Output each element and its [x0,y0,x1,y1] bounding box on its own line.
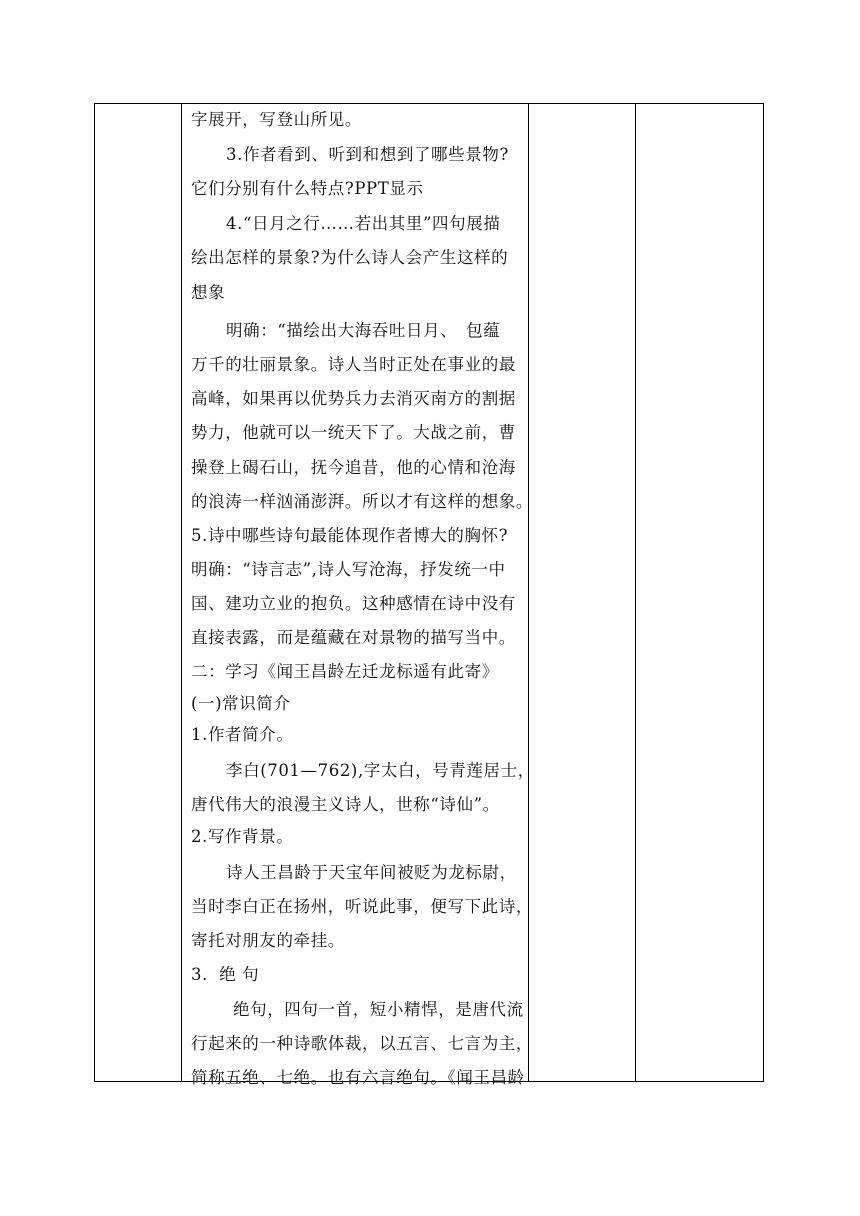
text-line: 绝句，四句一首，短小精悍，是唐代流 [233,1000,524,1019]
text-line: 字展开，写登山所见。 [191,110,362,129]
text-line: 高峰，如果再以优势兵力去消灭南方的割据 [191,389,516,408]
lesson-table [94,103,764,1087]
text-line: 想象 [191,283,226,302]
text-line: 1.作者简介。 [191,725,294,744]
text-line: 势力，他就可以一统天下了。大战之前，曹 [191,423,516,442]
text-line: 的浪涛一样汹涌澎湃。所以才有这样的想象。 [191,492,533,511]
text-line: (一)常识简介 [191,694,291,713]
text-line: 二：学习《闻王昌龄左迁龙标遥有此寄》 [191,662,499,681]
text-line: 当时李白正在扬州，听说此事，便写下此诗， [191,897,533,916]
text-line: 直接表露，而是蕴藏在对景物的描写当中。 [191,628,516,647]
text-line: 万千的壮丽景象。诗人当时正处在事业的最 [191,355,516,374]
text-line: 明确：“诗言志”,诗人写沧海，抒发统一中 [191,560,506,579]
text-line: 它们分别有什么特点?PPT显示 [191,179,424,198]
column-divider [528,104,529,1081]
text-line: 操登上碣石山，抚今追昔，他的心情和沧海 [191,458,516,477]
text-line: 绘出怎样的景象?为什么诗人会产生这样的 [191,248,509,267]
text-line: 简称五绝、七绝。也有六言绝句。《闻王昌龄 [191,1068,525,1087]
text-line: 5.诗中哪些诗句最能体现作者博大的胸怀? [191,526,509,545]
text-line: 4.“日月之行……若出其里”四句展描 [226,214,501,233]
text-line: 诗人王昌龄于天宝年间被贬为龙标尉， [226,863,517,882]
text-line: 寄托对朋友的牵挂。 [191,931,345,950]
text-line: 3.作者看到、听到和想到了哪些景物? [226,145,509,164]
text-line: 3．绝 句 [191,965,260,984]
column-divider [181,104,182,1081]
text-line: 国、建功立业的抱负。这种感情在诗中没有 [191,594,516,613]
text-line: 行起来的一种诗歌体裁，以五言、七言为主， [191,1034,533,1053]
text-line: 明确：“描绘出大海吞吐日月、 包蕴 [226,321,501,340]
text-line: 李白(701—762),字太白，号青莲居士， [226,761,535,780]
column-divider [635,104,636,1081]
text-line: 唐代伟大的浪漫主义诗人，世称“诗仙”。 [191,795,500,814]
text-line: 2.写作背景。 [191,827,294,846]
